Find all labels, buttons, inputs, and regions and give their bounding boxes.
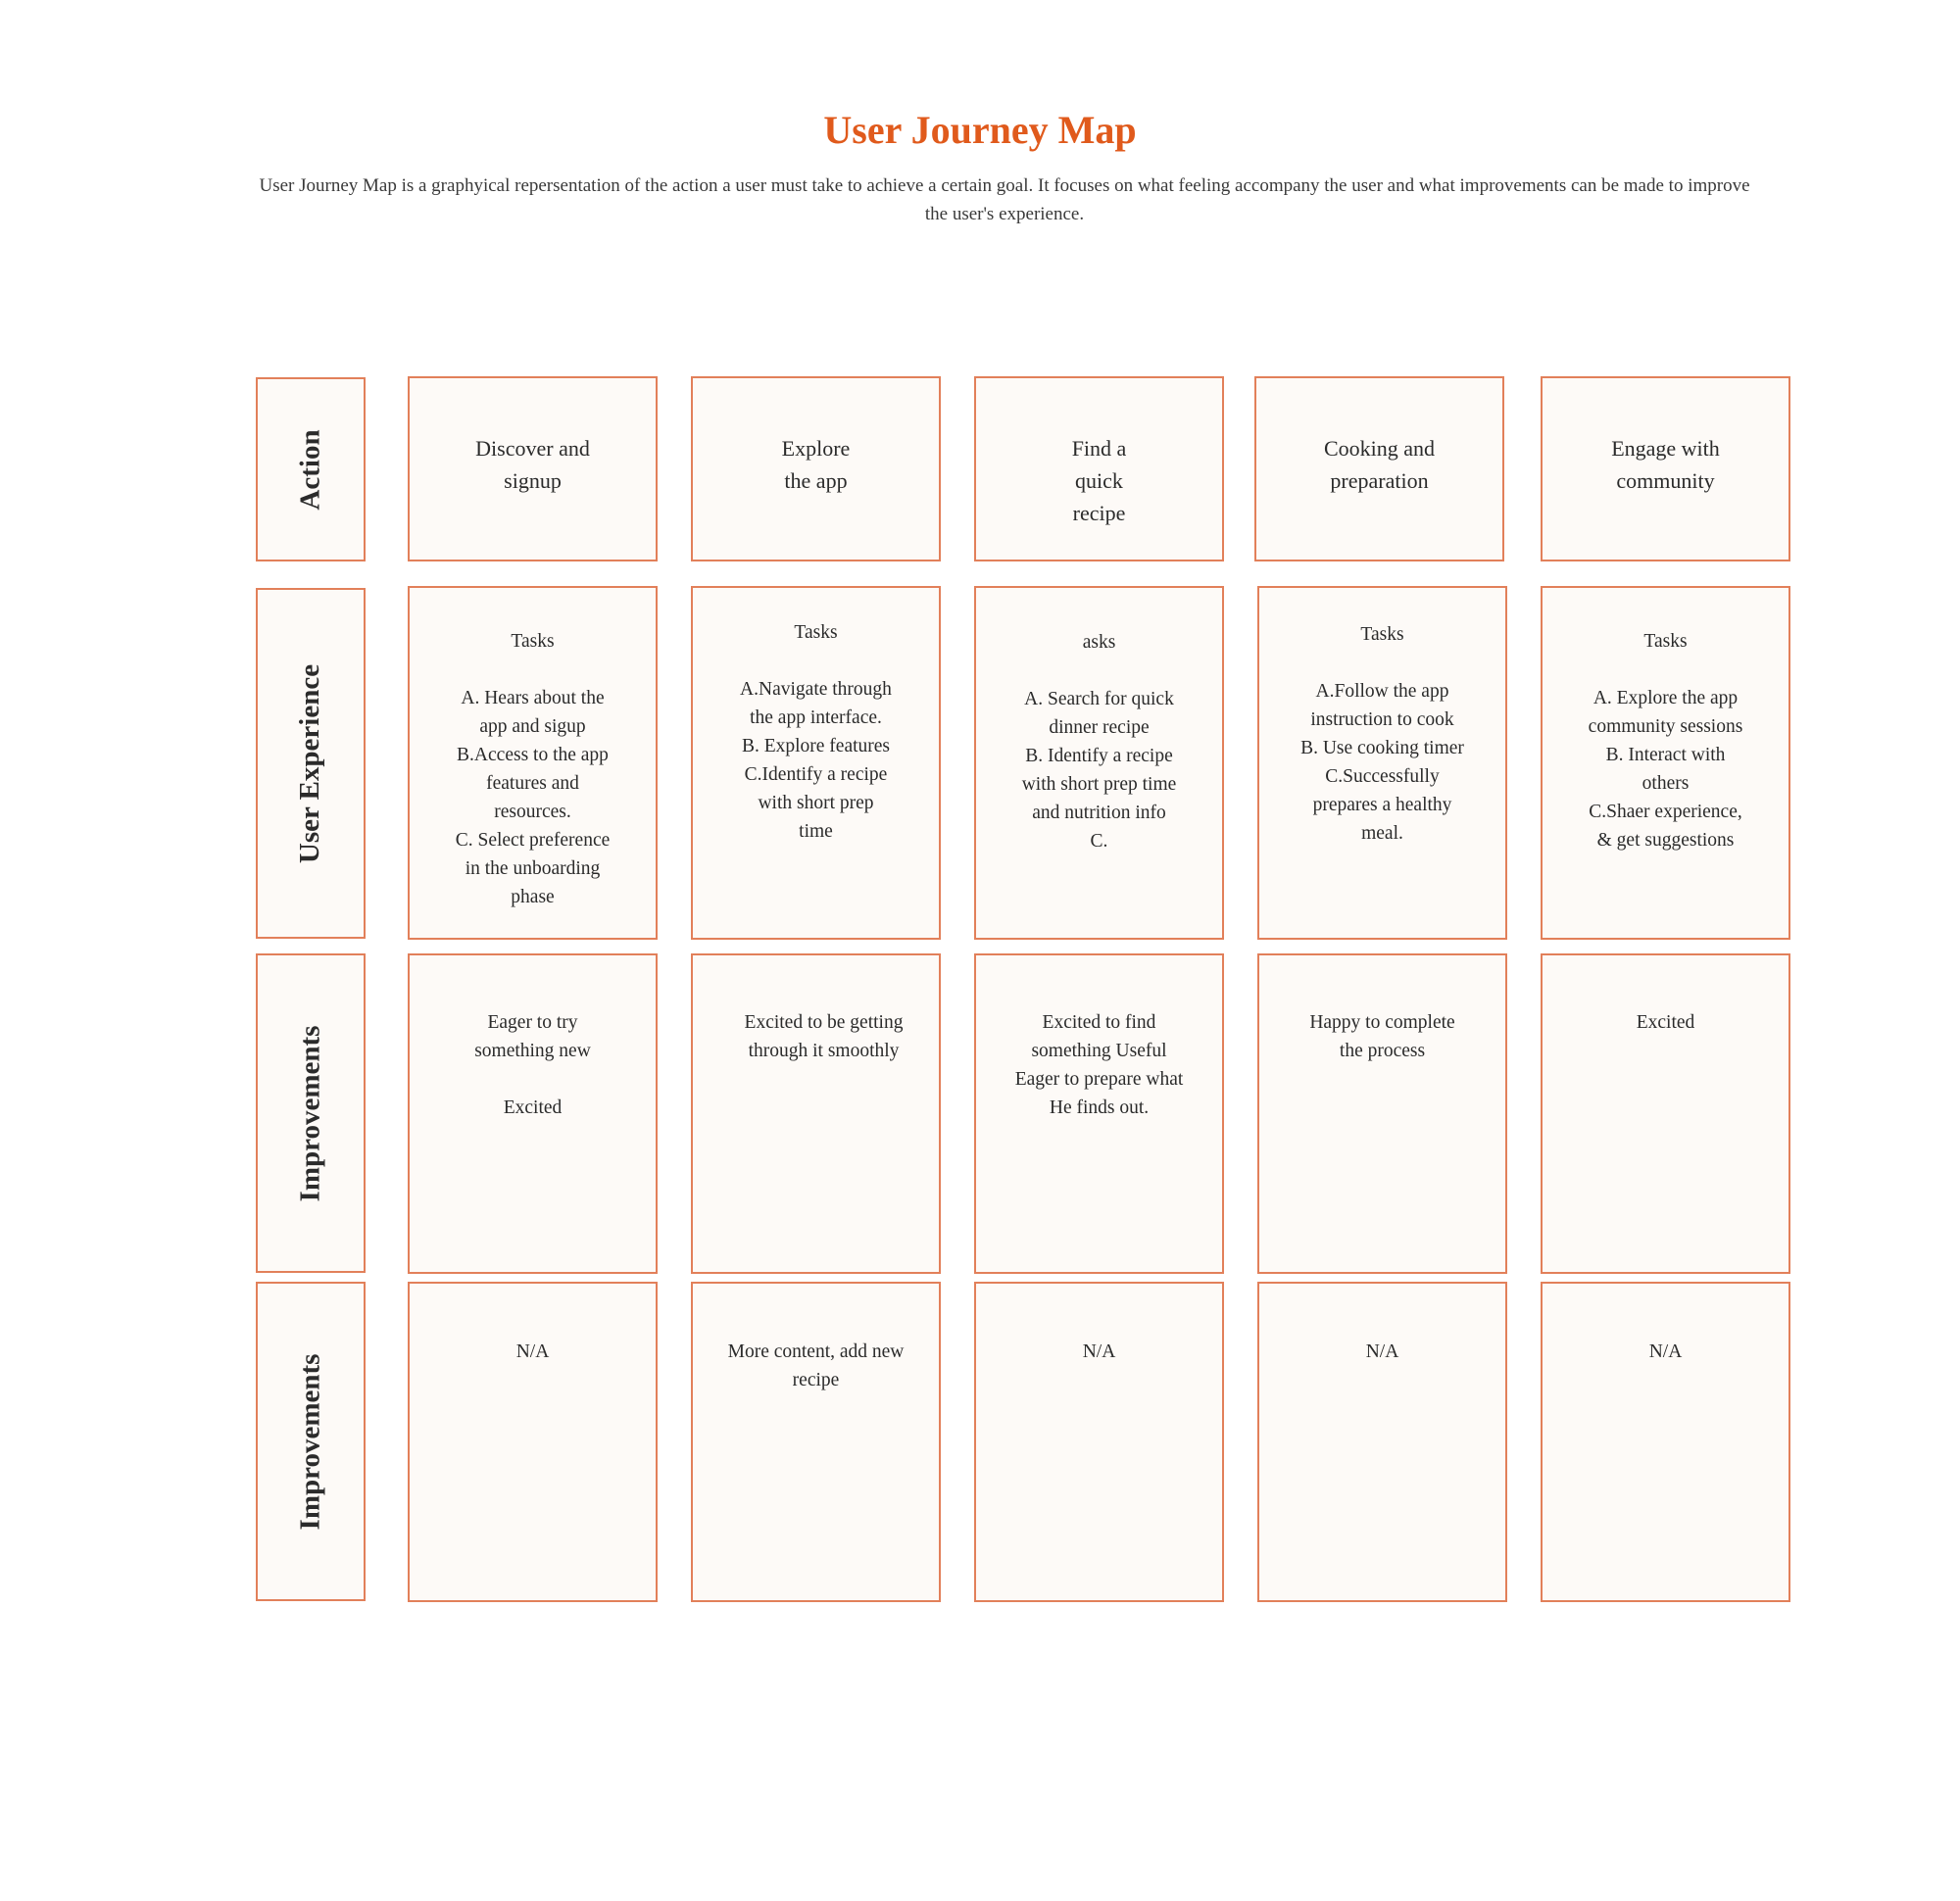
feeling-card [408,953,658,1274]
action-card [408,376,658,561]
page-description: User Journey Map is a graphyical repersentation of the action a user must take to achieve a certain goal. It focuses on what feeling accompany the user and what improvements can be made to improve the user's experience. [259,175,1750,224]
experience-text: Tasks A.Follow the app instruction to cook B. Use cooking timer C.Successfully prepares a healthy meal. [1300,624,1464,844]
feeling-text: Excited to find something Useful Eager to prepare what He finds out. [1014,1012,1184,1118]
action-card [1254,376,1504,561]
experience-text: Tasks A. Explore the app community sessions B. Interact with others C.Shaer experience, & get suggestions [1588,631,1743,851]
improvement-text: More content, add new recipe [727,1341,905,1390]
experience-card [974,586,1224,940]
improvement-text: N/A [1365,1341,1399,1362]
action-card [1541,376,1790,561]
feeling-text: Excited to be getting through it smoothly [744,1012,904,1061]
experience-text: Tasks A.Navigate through the app interface. B. Explore features C.Identify a recipe with short prep time [740,622,892,842]
action-card [974,376,1224,561]
experience-card [691,586,941,940]
improvement-text: N/A [1648,1341,1683,1362]
row-label-action [256,377,366,561]
feeling-card [974,953,1224,1274]
action-text: Explore the app [781,436,851,493]
row-label-feelings [256,953,366,1273]
action-text: Discover and signup [475,436,590,493]
experience-card [408,586,658,940]
improvement-card [691,1282,941,1602]
experience-card [1541,586,1790,940]
improvement-text: N/A [1082,1341,1116,1362]
feeling-text: Eager to try something new Excited [474,1012,591,1118]
action-text: Engage with community [1611,436,1720,493]
feeling-text: Excited [1636,1012,1695,1033]
improvement-text: N/A [515,1341,550,1362]
row-label-text: User Experience [294,663,326,863]
feeling-text: Happy to complete the process [1309,1012,1455,1061]
experience-card [1257,586,1507,940]
action-text: Cooking and preparation [1323,436,1436,493]
action-text: Find a quick recipe [1071,436,1127,525]
row-label-text: Action [294,428,326,511]
experience-text: asks A. Search for quick dinner recipe B. Identify a recipe with short prep time and nutrition info C. [1021,632,1177,852]
improvement-card [1257,1282,1507,1602]
feeling-card [1257,953,1507,1274]
improvement-card [408,1282,658,1602]
feeling-card [1541,953,1790,1274]
improvement-card [1541,1282,1790,1602]
row-label-user-experience [256,588,366,939]
action-card [691,376,941,561]
row-label-improvements [256,1282,366,1601]
page-title: User Journey Map [823,108,1137,152]
feeling-card [691,953,941,1274]
row-label-text: Improvements [294,1025,326,1201]
improvement-card [974,1282,1224,1602]
experience-text: Tasks A. Hears about the app and sigup B.Access to the app features and resources. C. Select preference in the unboarding phase [455,631,611,907]
row-label-text: Improvements [294,1353,326,1530]
